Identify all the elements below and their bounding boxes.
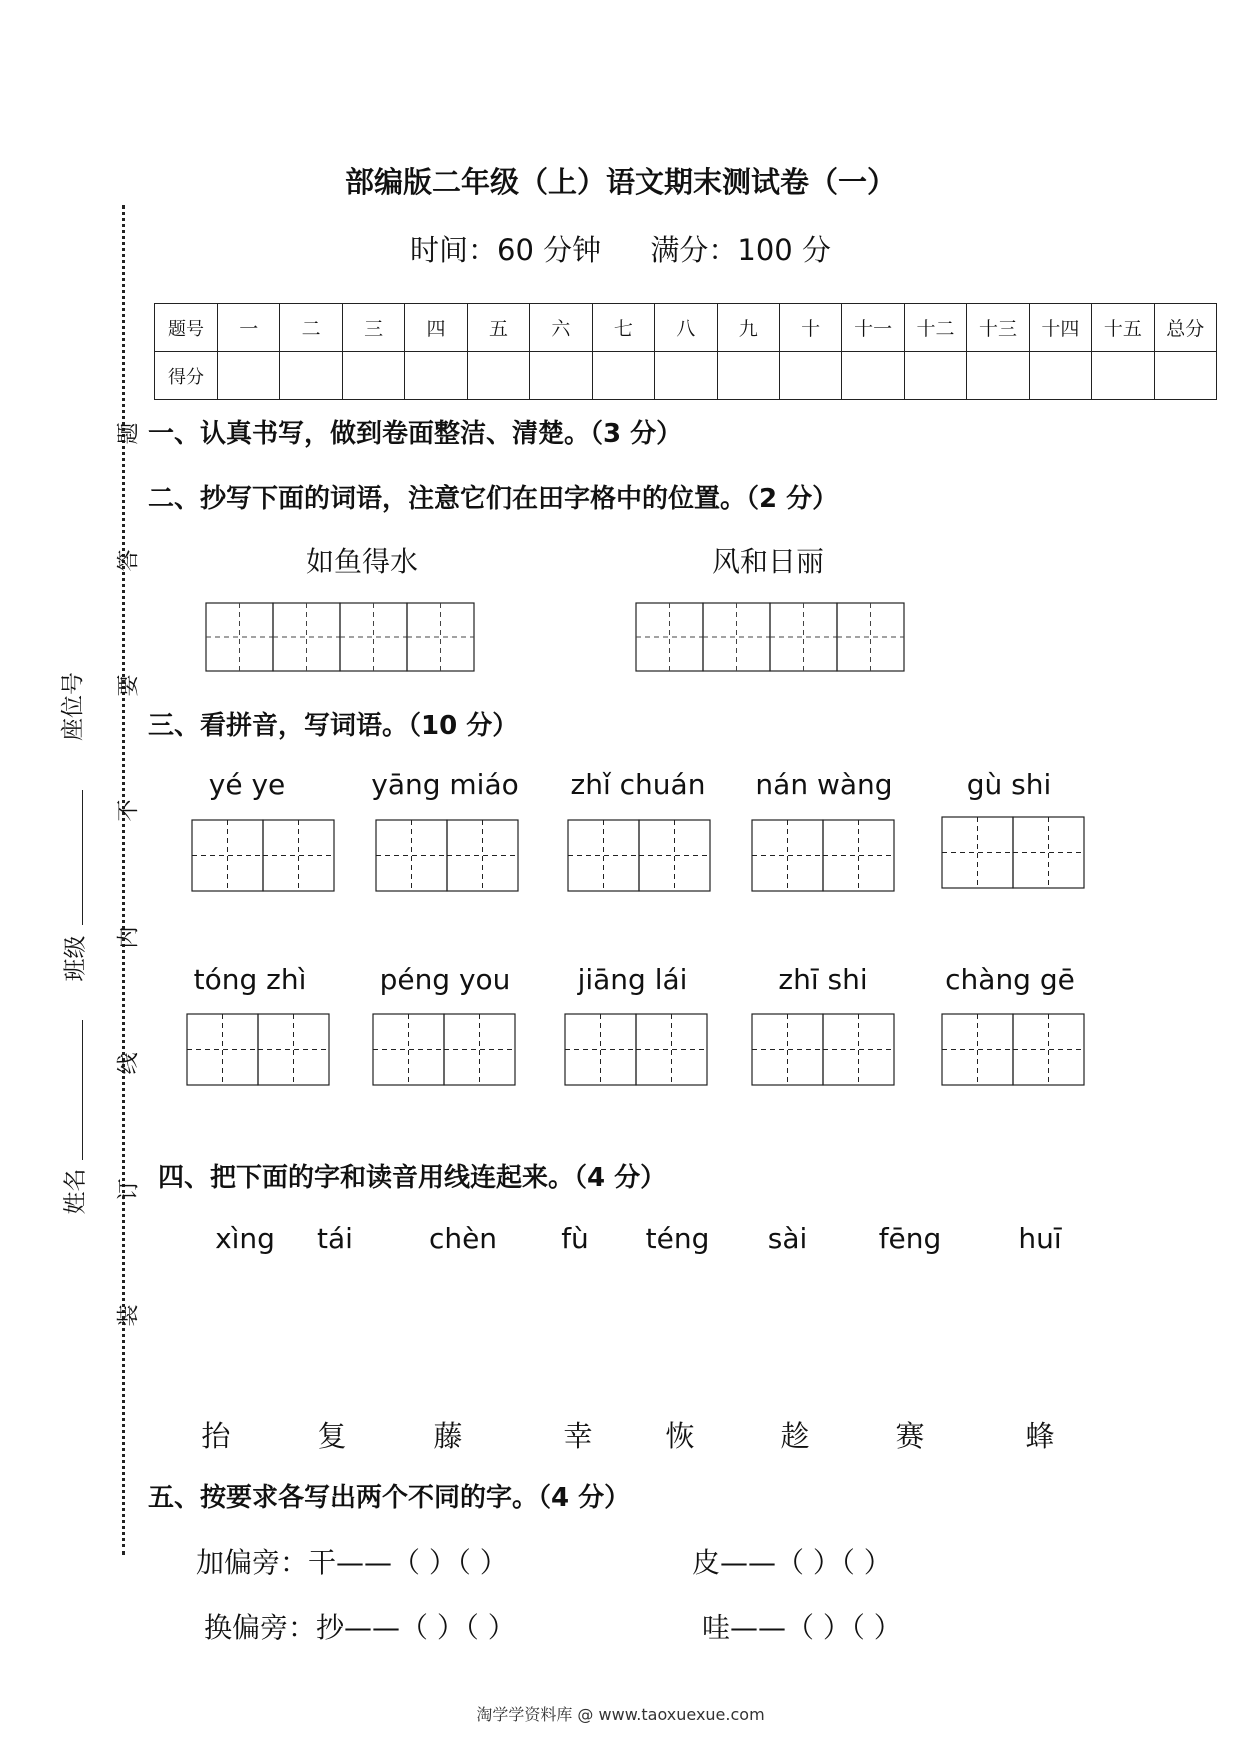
radical-add-line-1[interactable]: 加偏旁：干——（ ）（ ） [196, 1546, 508, 1579]
pinyin-prompt: péng you [379, 963, 511, 996]
score-cell[interactable] [1154, 352, 1216, 400]
pinyin-prompt: nán wàng [755, 768, 893, 801]
char-option[interactable]: 抬 [201, 1419, 231, 1453]
score-table-score-row [155, 352, 1217, 400]
score-table-header-row [155, 304, 1217, 352]
row-label-question: 题号 [155, 304, 218, 352]
tianzige-grid[interactable] [942, 817, 1084, 888]
pinyin-option[interactable]: chèn [428, 1222, 498, 1255]
class-blank[interactable] [82, 790, 83, 925]
section-3-heading: 三、看拼音，写词语。（10 分） [148, 711, 519, 741]
pinyin-prompt: gù shi [966, 768, 1052, 801]
col-header: 八 [655, 304, 717, 352]
col-header: 十五 [1092, 304, 1154, 352]
tianzige-grid[interactable] [187, 1014, 329, 1085]
binding-char: 不 [116, 799, 142, 822]
pinyin-prompt: tóng zhì [193, 963, 307, 996]
score-cell[interactable] [280, 352, 342, 400]
radical-add-line-2[interactable]: 皮——（ ）（ ） [692, 1546, 892, 1579]
score-cell[interactable] [530, 352, 592, 400]
tianzige-grid[interactable] [752, 820, 894, 891]
col-header: 十三 [967, 304, 1029, 352]
tianzige-grid[interactable] [206, 603, 474, 671]
binding-char: 要 [116, 674, 142, 697]
score-cell[interactable] [842, 352, 904, 400]
col-header: 七 [592, 304, 654, 352]
score-table [154, 303, 1217, 400]
footer-watermark: 淘学学资料库 @ www.taoxuexue.com [476, 1705, 765, 1724]
col-header: 六 [530, 304, 592, 352]
name-blank[interactable] [82, 1020, 83, 1160]
score-cell[interactable] [342, 352, 404, 400]
col-header: 十二 [904, 304, 966, 352]
pinyin-option[interactable]: xìng [215, 1222, 275, 1255]
tianzige-grid[interactable] [942, 1014, 1084, 1085]
score-cell[interactable] [655, 352, 717, 400]
char-option[interactable]: 幸 [563, 1419, 593, 1453]
page-title: 部编版二年级（上）语文期末测试卷（一） [344, 165, 896, 199]
score-cell[interactable] [1029, 352, 1091, 400]
radical-change-line-1[interactable]: 换偏旁：抄——（ ）（ ） [204, 1611, 516, 1644]
char-option[interactable]: 趁 [780, 1419, 810, 1453]
score-cell[interactable] [592, 352, 654, 400]
score-cell[interactable] [405, 352, 467, 400]
tianzige-grid[interactable] [568, 820, 710, 891]
pinyin-prompt: zhǐ chuán [570, 768, 706, 801]
tianzige-grid[interactable] [565, 1014, 707, 1085]
section-4-heading: 四、把下面的字和读音用线连起来。（4 分） [158, 1163, 667, 1193]
pinyin-option[interactable]: tái [317, 1222, 353, 1255]
score-cell[interactable] [904, 352, 966, 400]
binding-char: 答 [116, 549, 142, 572]
char-option[interactable]: 复 [317, 1419, 347, 1453]
binding-dotted-line [122, 205, 125, 1555]
binding-char: 订 [116, 1178, 142, 1201]
binding-char: 装 [116, 1304, 142, 1327]
radical-change-line-2[interactable]: 哇——（ ）（ ） [702, 1611, 902, 1644]
tianzige-grid[interactable] [376, 820, 518, 891]
score-cell[interactable] [467, 352, 529, 400]
score-cell[interactable] [779, 352, 841, 400]
section-1-heading: 一、认真书写，做到卷面整洁、清楚。（3 分） [148, 419, 683, 449]
char-option[interactable]: 赛 [895, 1419, 925, 1453]
name-label: 姓名 [62, 1168, 89, 1215]
binding-char: 内 [116, 926, 142, 949]
exam-info [0, 228, 1241, 269]
full-score: 满分：100 分 [650, 233, 831, 267]
col-header: 四 [405, 304, 467, 352]
char-option[interactable]: 藤 [433, 1419, 463, 1453]
score-cell[interactable] [717, 352, 779, 400]
pinyin-option[interactable]: téng [645, 1222, 710, 1255]
section-5-heading: 五、按要求各写出两个不同的字。（4 分） [148, 1483, 631, 1513]
col-header: 二 [280, 304, 342, 352]
pinyin-option[interactable]: sài [767, 1222, 808, 1255]
class-label: 班级 [62, 935, 89, 982]
pinyin-option[interactable]: fēng [878, 1222, 942, 1255]
tianzige-grid[interactable] [752, 1014, 894, 1085]
tianzige-grid[interactable] [192, 820, 334, 891]
pinyin-prompt: chàng gē [945, 963, 1075, 996]
time-limit: 时间：60 分钟 [410, 233, 602, 267]
pinyin-option[interactable]: huī [1018, 1222, 1062, 1255]
col-header: 十一 [842, 304, 904, 352]
col-header: 五 [467, 304, 529, 352]
score-cell[interactable] [218, 352, 280, 400]
pinyin-option[interactable]: fù [561, 1222, 589, 1255]
row-label-score: 得分 [155, 352, 218, 400]
copy-word: 如鱼得水 [306, 545, 419, 578]
score-cell[interactable] [967, 352, 1029, 400]
binding-char: 线 [116, 1052, 142, 1075]
binding-char: 题 [116, 422, 142, 445]
seat-number-label: 座位号 [60, 672, 86, 741]
char-option[interactable]: 恢 [665, 1419, 695, 1453]
tianzige-grid[interactable] [636, 603, 904, 671]
score-cell[interactable] [1092, 352, 1154, 400]
tianzige-grid[interactable] [373, 1014, 515, 1085]
col-header: 九 [717, 304, 779, 352]
col-header: 总分 [1154, 304, 1216, 352]
pinyin-prompt: yé ye [208, 768, 286, 801]
pinyin-prompt: zhī shi [778, 963, 868, 996]
section-2-heading: 二、抄写下面的词语，注意它们在田字格中的位置。（2 分） [148, 484, 839, 514]
copy-word: 风和日丽 [712, 545, 825, 578]
pinyin-prompt: yāng miáo [371, 768, 519, 801]
col-header: 十 [779, 304, 841, 352]
col-header: 一 [218, 304, 280, 352]
char-option[interactable]: 蜂 [1025, 1419, 1055, 1453]
pinyin-prompt: jiāng lái [577, 963, 688, 996]
col-header: 十四 [1029, 304, 1091, 352]
col-header: 三 [342, 304, 404, 352]
